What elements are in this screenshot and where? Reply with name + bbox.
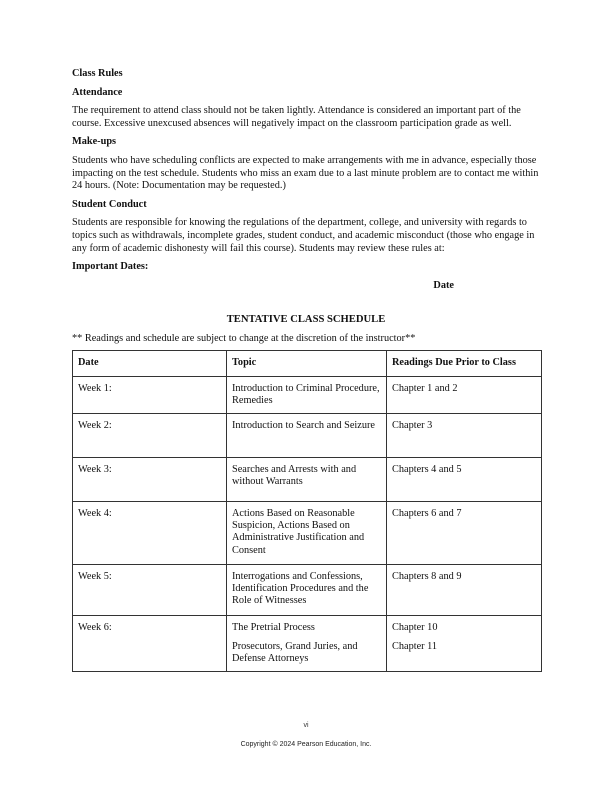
- important-dates-heading: Important Dates:: [72, 261, 149, 273]
- readings-cell: [387, 413, 542, 457]
- schedule-body: [73, 376, 542, 671]
- table-row: [73, 615, 542, 671]
- table-row: [73, 413, 542, 457]
- week-cell: Week 5:: [73, 564, 227, 615]
- topic-cell: [227, 457, 387, 501]
- schedule-header-row: [73, 350, 542, 376]
- topic-text: Introduction to Search and Seizure: [232, 419, 375, 431]
- attendance-heading: Attendance: [72, 86, 123, 98]
- header-readings: Readings Due Prior to Class: [387, 350, 542, 376]
- week-cell: Week 4:: [73, 501, 227, 564]
- table-row: [73, 501, 542, 564]
- table-row: [73, 457, 542, 501]
- header-topic: Topic: [227, 350, 387, 376]
- readings-cell: [387, 564, 542, 615]
- schedule-table: [72, 350, 542, 672]
- topic-text: Interrogations and Confessions, Identification Procedures and the Role of Witnesses: [232, 570, 369, 607]
- reading-text: Chapter 10: [392, 621, 438, 633]
- attendance-text: The requirement to attend class should not be taken lightly. Attendance is considered an important part of the course. Excessive unexcused absences will negatively impact on the classroom participation grade as well.: [72, 105, 521, 129]
- student-conduct-text: Students are responsible for knowing the regulations of the department, college, and university with regards to topics such as withdrawals, incomplete grades, student conduct, and academic misconduct (those who engage in any form of academic dishonesty will fail this course). Students may review these rules at:: [72, 217, 535, 254]
- topic-text: Prosecutors, Grand Juries, and Defense Attorneys: [232, 640, 358, 665]
- week-cell: Week 1:: [73, 376, 227, 413]
- topic-cell: [227, 615, 387, 671]
- topic-cell: [227, 564, 387, 615]
- schedule-title: TENTATIVE CLASS SCHEDULE: [226, 314, 386, 326]
- page-content: [72, 68, 540, 672]
- reading-text: Chapter 1 and 2: [392, 382, 458, 394]
- week-cell: Week 2:: [73, 413, 227, 457]
- table-row: [73, 564, 542, 615]
- week-cell: Week 3:: [73, 457, 227, 501]
- makeups-heading: Make-ups: [72, 136, 117, 148]
- readings-cell: [387, 376, 542, 413]
- readings-cell: [387, 615, 542, 671]
- table-row: [73, 376, 542, 413]
- makeups-text: Students who have scheduling conflicts are expected to make arrangements with me in advance, especially those impacting on the test schedule. Students who miss an exam due to a last minute problem are to contact me within 24 hours. (Note: Documentation may be requested.): [72, 154, 539, 192]
- reading-text: Chapters 8 and 9: [392, 570, 462, 582]
- week-cell: Week 6:: [73, 615, 227, 671]
- topic-text: Introduction to Criminal Procedure, Remedies: [232, 382, 380, 406]
- date-column-label: Date: [433, 279, 454, 291]
- copyright-notice: Copyright © 2024 Pearson Education, Inc.: [240, 741, 372, 748]
- topic-cell: [227, 376, 387, 413]
- schedule-note: ** Readings and schedule are subject to change at the discretion of the instructor**: [72, 332, 416, 344]
- topic-text: Searches and Arrests with and without Warrants: [232, 463, 357, 487]
- readings-cell: [387, 501, 542, 564]
- class-rules-title: Class Rules: [72, 68, 123, 79]
- header-date: Date: [73, 350, 227, 376]
- reading-text: Chapter 11: [392, 640, 438, 652]
- topic-text: Actions Based on Reasonable Suspicion, Actions Based on Administrative Justification and Consent: [232, 507, 365, 556]
- reading-text: Chapters 6 and 7: [392, 507, 462, 519]
- topic-cell: [227, 501, 387, 564]
- topic-text: The Pretrial Process: [232, 621, 315, 633]
- page-number: vi: [303, 722, 309, 729]
- reading-text: Chapters 4 and 5: [392, 463, 462, 475]
- reading-text: Chapter 3: [392, 419, 433, 431]
- topic-cell: [227, 413, 387, 457]
- readings-cell: [387, 457, 542, 501]
- student-conduct-heading: Student Conduct: [72, 198, 147, 210]
